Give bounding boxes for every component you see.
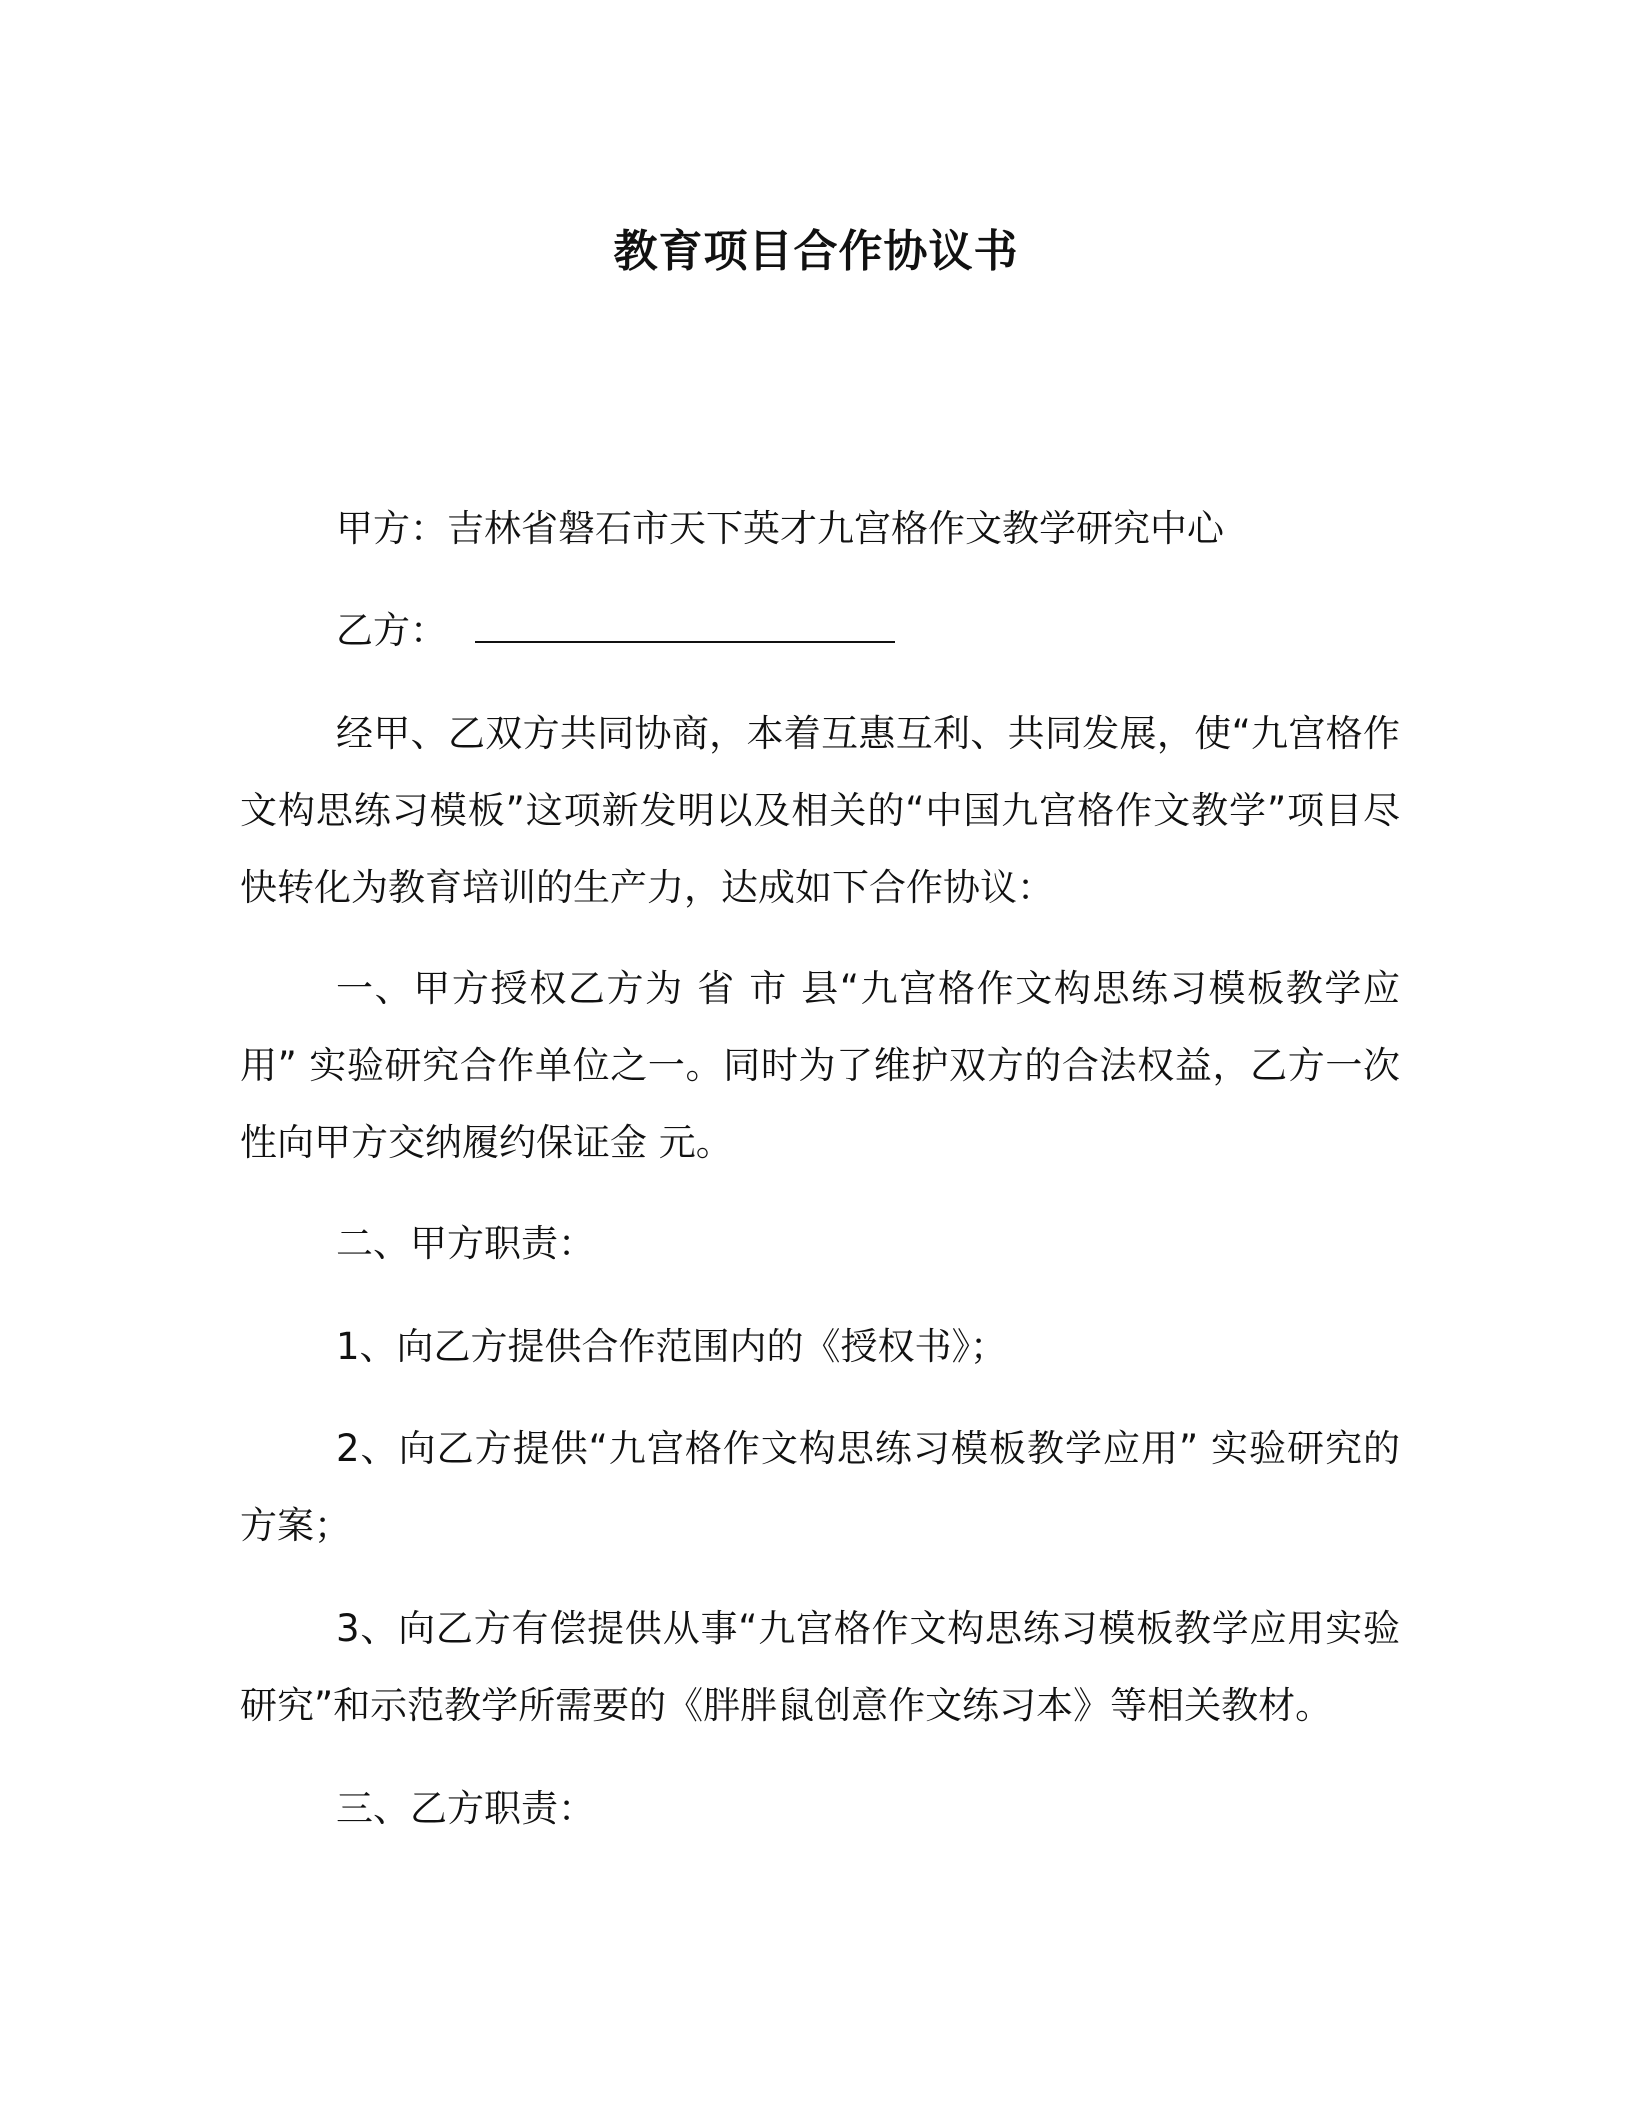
- section-2-heading: 二、甲方职责：: [336, 1222, 595, 1265]
- party-a-label: 甲方：: [336, 507, 447, 550]
- party-a-line: [240, 490, 1400, 567]
- item-2-2: 2、向乙方提供“九宫格作文构思练习模板教学应用” 实验研究的方案；: [240, 1427, 1400, 1547]
- party-b-label: 乙方：: [336, 609, 447, 652]
- party-a-value: 吉林省磐石市天下英才九宫格作文教学研究中心: [447, 507, 1224, 550]
- item-2-1: 1、向乙方提供合作范围内的《授权书》；: [336, 1325, 1008, 1368]
- intro-paragraph: 经甲、乙双方共同协商，本着互惠互利、共同发展，使“九宫格作文构思练习模板”这项新发明以及相关的“中国九宫格作文教学”项目尽快转化为教育培训的生产力，达成如下合作协议：: [240, 712, 1400, 909]
- item-2-3: 3、向乙方有偿提供从事“九宫格作文构思练习模板教学应用实验研究”和示范教学所需要的《胖胖鼠创意作文练习本》等相关教材。: [240, 1607, 1400, 1727]
- party-b-blank: [475, 611, 895, 643]
- party-b-line: [240, 592, 1400, 669]
- document-title: 教育项目合作协议书: [613, 226, 1019, 277]
- clause-1-paragraph: 一、甲方授权乙方为 省 市 县“九宫格作文构思练习模板教学应用” 实验研究合作单位之一。同时为了维护双方的合法权益，乙方一次性向甲方交纳履约保证金 元。: [240, 967, 1400, 1164]
- section-3-heading: 三、乙方职责：: [336, 1787, 595, 1830]
